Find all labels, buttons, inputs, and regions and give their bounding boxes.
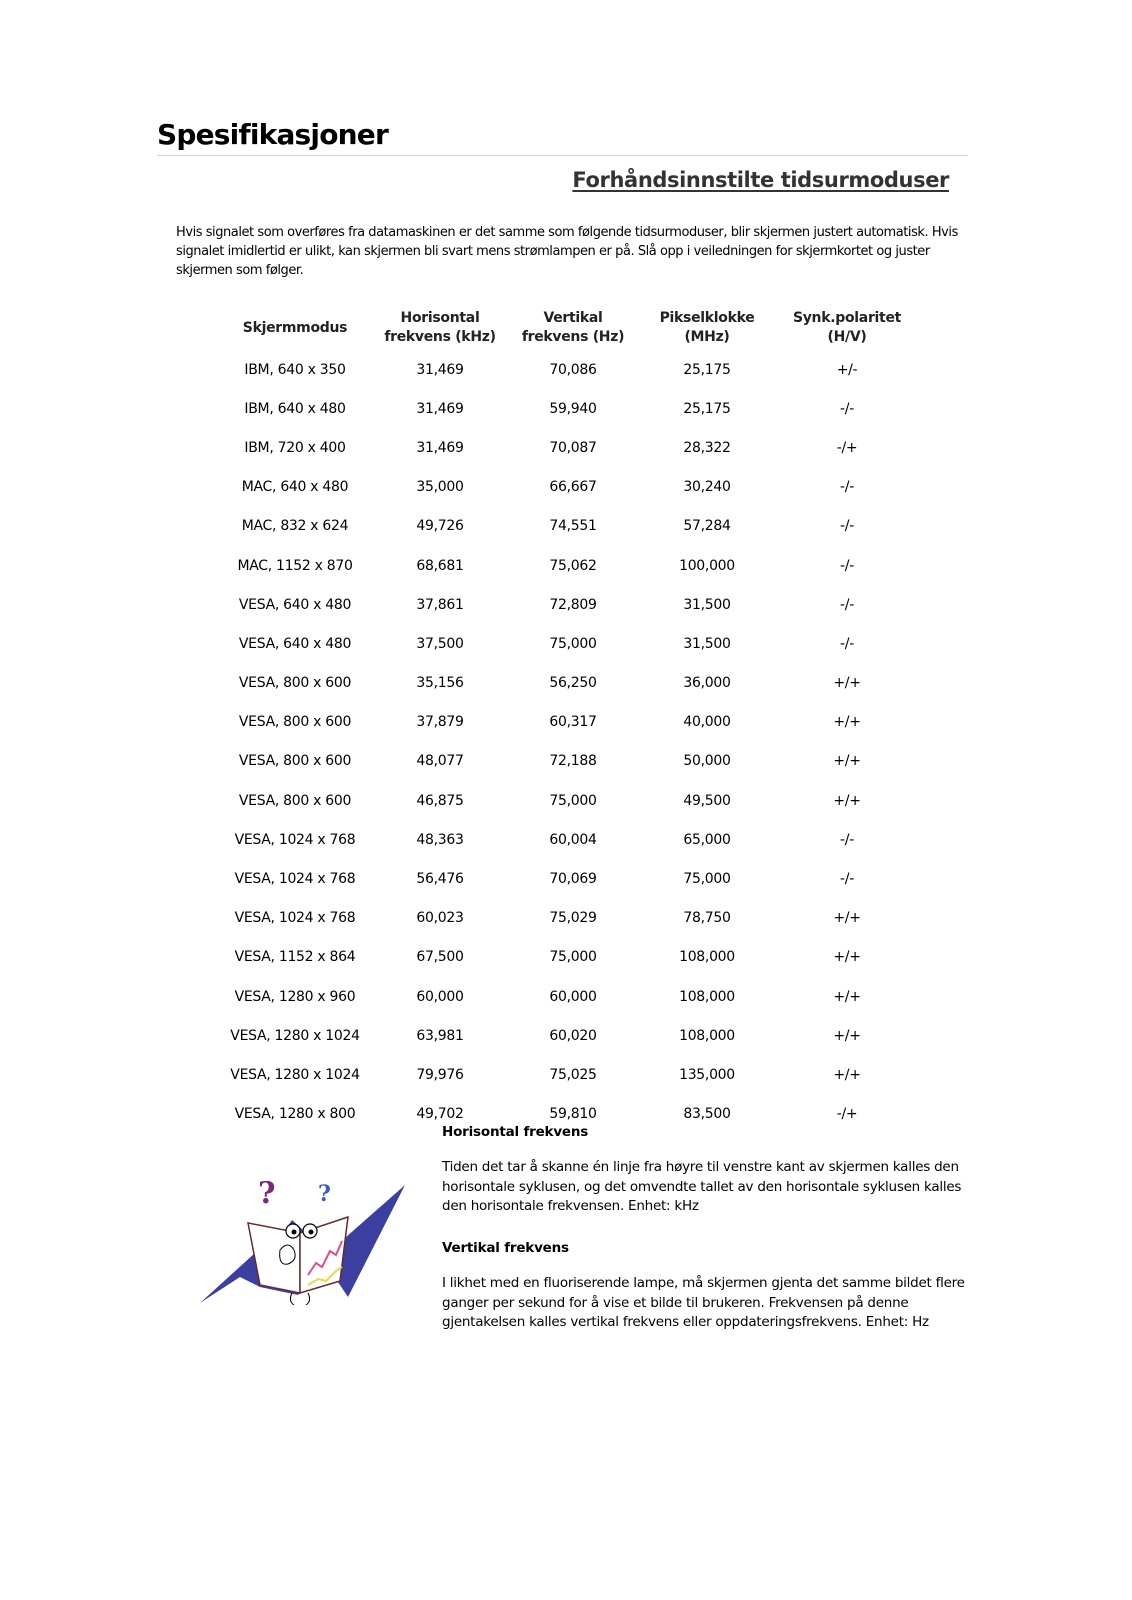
preset-timing-modes-table xyxy=(220,306,916,1134)
cell-horizontal-frequency: 37,861 xyxy=(416,596,464,613)
cell-horizontal-frequency: 37,500 xyxy=(416,635,464,652)
cell-sync-polarity: +/+ xyxy=(833,792,861,809)
cell-pixel-clock: 57,284 xyxy=(683,518,731,535)
table-row xyxy=(220,742,916,781)
cell-horizontal-frequency: 67,500 xyxy=(416,949,464,966)
cell-display-mode: VESA, 800 x 600 xyxy=(238,714,352,731)
section-body: I likhet med en fluoriserende lampe, må skjermen gjenta det samme bildet flere ganger per sekund for å vise et bilde til brukeren. Frekvensen på denne gjentakelsen kalles vertikal frekvens eller oppdateringsfrekvens. Enhet: Hz xyxy=(442,1275,965,1330)
cell-pixel-clock: 78,750 xyxy=(683,910,731,927)
cell-vertical-frequency: 75,029 xyxy=(549,910,597,927)
cell-horizontal-frequency: 35,000 xyxy=(416,479,464,496)
cell-vertical-frequency: 66,667 xyxy=(549,479,597,496)
cell-pixel-clock: 75,000 xyxy=(683,871,731,888)
cell-display-mode: VESA, 1280 x 800 xyxy=(234,1106,356,1123)
cell-horizontal-frequency: 68,681 xyxy=(416,557,464,574)
cell-horizontal-frequency: 48,363 xyxy=(416,831,464,848)
cell-display-mode: VESA, 1024 x 768 xyxy=(234,910,356,927)
table-body xyxy=(220,350,916,1134)
table-row xyxy=(220,703,916,742)
cell-sync-polarity: -/- xyxy=(840,479,854,496)
intro-paragraph: Hvis signalet som overføres fra datamaskinen er det samme som følgende tidsurmoduser, blir skjermen justert automatisk. Hvis signalet imidlertid er ulikt, kan skjermen bli svart mens strømlampen er på. Slå opp i veiledningen for skjermkortet og juster skjermen som følger. xyxy=(176,225,958,278)
cell-pixel-clock: 31,500 xyxy=(683,596,731,613)
cell-display-mode: VESA, 800 x 600 xyxy=(238,792,352,809)
cell-pixel-clock: 108,000 xyxy=(679,988,735,1005)
table-row xyxy=(220,350,916,389)
vertical-frequency-section xyxy=(442,1240,967,1333)
header-label: (H/V) xyxy=(827,329,867,345)
horizontal-frequency-section xyxy=(442,1124,967,1217)
header-label: frekvens (kHz) xyxy=(384,329,496,345)
cell-display-mode: VESA, 640 x 480 xyxy=(238,596,352,613)
cell-horizontal-frequency: 48,077 xyxy=(416,753,464,770)
cell-pixel-clock: 49,500 xyxy=(683,792,731,809)
cell-display-mode: VESA, 800 x 600 xyxy=(238,675,352,692)
cell-sync-polarity: +/+ xyxy=(833,714,861,731)
cell-sync-polarity: +/+ xyxy=(833,949,861,966)
cell-sync-polarity: -/- xyxy=(840,871,854,888)
cell-display-mode: VESA, 1280 x 1024 xyxy=(230,1027,360,1044)
cell-sync-polarity: -/- xyxy=(840,635,854,652)
table-row xyxy=(220,977,916,1016)
cell-pixel-clock: 31,500 xyxy=(683,635,731,652)
cell-horizontal-frequency: 49,726 xyxy=(416,518,464,535)
cell-vertical-frequency: 59,810 xyxy=(549,1106,597,1123)
cell-display-mode: MAC, 832 x 624 xyxy=(241,518,349,535)
cell-horizontal-frequency: 56,476 xyxy=(416,871,464,888)
cell-vertical-frequency: 60,000 xyxy=(549,988,597,1005)
cell-display-mode: VESA, 800 x 600 xyxy=(238,753,352,770)
cell-sync-polarity: -/- xyxy=(840,400,854,417)
cell-pixel-clock: 65,000 xyxy=(683,831,731,848)
cell-display-mode: VESA, 1280 x 1024 xyxy=(230,1066,360,1083)
cell-horizontal-frequency: 60,000 xyxy=(416,988,464,1005)
page-title: Spesifikasjoner xyxy=(157,118,388,151)
table-row xyxy=(220,468,916,507)
table-row xyxy=(220,938,916,977)
cell-display-mode: IBM, 720 x 400 xyxy=(244,439,346,456)
header-label: frekvens (Hz) xyxy=(521,329,625,345)
cell-sync-polarity: +/+ xyxy=(833,910,861,927)
cell-vertical-frequency: 60,004 xyxy=(549,831,597,848)
svg-text:?: ? xyxy=(258,1176,276,1211)
cell-sync-polarity: -/+ xyxy=(836,1106,858,1123)
section-body: Tiden det tar å skanne én linje fra høyre til venstre kant av skjermen kalles den horisontale syklusen, og det omvendte tallet av den horisontale syklusen kalles den horisontale frekvensen. Enhet: kHz xyxy=(442,1159,962,1214)
cell-pixel-clock: 25,175 xyxy=(683,361,731,378)
cell-pixel-clock: 28,322 xyxy=(683,439,731,456)
cell-display-mode: VESA, 1152 x 864 xyxy=(234,949,356,966)
cell-horizontal-frequency: 49,702 xyxy=(416,1106,464,1123)
cell-vertical-frequency: 75,000 xyxy=(549,949,597,966)
cell-display-mode: IBM, 640 x 480 xyxy=(244,400,346,417)
cell-vertical-frequency: 70,086 xyxy=(549,361,597,378)
cell-horizontal-frequency: 63,981 xyxy=(416,1027,464,1044)
cell-sync-polarity: -/+ xyxy=(836,439,858,456)
title-divider xyxy=(157,155,968,156)
confused-book-character-icon xyxy=(200,1175,405,1305)
table-row xyxy=(220,781,916,820)
table-row xyxy=(220,664,916,703)
cell-sync-polarity: +/+ xyxy=(833,988,861,1005)
table-row xyxy=(220,899,916,938)
cell-display-mode: VESA, 1024 x 768 xyxy=(234,831,356,848)
table-row xyxy=(220,428,916,467)
cell-pixel-clock: 108,000 xyxy=(679,1027,735,1044)
cell-sync-polarity: -/- xyxy=(840,557,854,574)
cell-vertical-frequency: 74,551 xyxy=(549,518,597,535)
cell-sync-polarity: +/+ xyxy=(833,1066,861,1083)
cell-display-mode: MAC, 1152 x 870 xyxy=(237,557,353,574)
table-row xyxy=(220,389,916,428)
cell-display-mode: VESA, 1280 x 960 xyxy=(234,988,356,1005)
cell-horizontal-frequency: 31,469 xyxy=(416,439,464,456)
cell-vertical-frequency: 60,317 xyxy=(549,714,597,731)
cell-display-mode: VESA, 1024 x 768 xyxy=(234,871,356,888)
cell-horizontal-frequency: 31,469 xyxy=(416,400,464,417)
header-vertical-frequency xyxy=(510,306,636,350)
header-pixel-clock xyxy=(636,306,778,350)
cell-pixel-clock: 36,000 xyxy=(683,675,731,692)
table-row xyxy=(220,820,916,859)
header-label: Horisontal xyxy=(400,310,480,326)
cell-horizontal-frequency: 46,875 xyxy=(416,792,464,809)
cell-sync-polarity: +/+ xyxy=(833,753,861,770)
cell-horizontal-frequency: 37,879 xyxy=(416,714,464,731)
cell-sync-polarity: +/+ xyxy=(833,1027,861,1044)
table-header-row xyxy=(220,306,916,350)
cell-sync-polarity: -/- xyxy=(840,831,854,848)
table-row xyxy=(220,859,916,898)
cell-sync-polarity: +/+ xyxy=(833,675,861,692)
table-row xyxy=(220,507,916,546)
header-label: Vertikal xyxy=(543,310,603,326)
cell-pixel-clock: 40,000 xyxy=(683,714,731,731)
header-label: Synk.polaritet xyxy=(792,310,902,326)
cell-display-mode: MAC, 640 x 480 xyxy=(241,479,349,496)
cell-vertical-frequency: 75,062 xyxy=(549,557,597,574)
cell-vertical-frequency: 75,000 xyxy=(549,635,597,652)
section-subtitle: Forhåndsinnstilte tidsurmoduser xyxy=(572,168,949,192)
cell-sync-polarity: -/- xyxy=(840,518,854,535)
header-label: Pikselklokke xyxy=(659,310,755,326)
header-horizontal-frequency xyxy=(370,306,510,350)
cell-vertical-frequency: 75,025 xyxy=(549,1066,597,1083)
cell-vertical-frequency: 59,940 xyxy=(549,400,597,417)
section-heading: Vertikal frekvens xyxy=(442,1240,569,1256)
table-row xyxy=(220,585,916,624)
cell-sync-polarity: +/- xyxy=(836,361,858,378)
cell-vertical-frequency: 72,809 xyxy=(549,596,597,613)
cell-horizontal-frequency: 79,976 xyxy=(416,1066,464,1083)
cell-horizontal-frequency: 60,023 xyxy=(416,910,464,927)
cell-horizontal-frequency: 35,156 xyxy=(416,675,464,692)
cell-pixel-clock: 135,000 xyxy=(679,1066,735,1083)
table-row xyxy=(220,624,916,663)
header-label: (MHz) xyxy=(684,329,730,345)
table-row xyxy=(220,1016,916,1055)
cell-pixel-clock: 25,175 xyxy=(683,400,731,417)
cell-pixel-clock: 108,000 xyxy=(679,949,735,966)
svg-text:?: ? xyxy=(318,1181,331,1207)
header-display-mode xyxy=(220,306,370,350)
cell-vertical-frequency: 70,087 xyxy=(549,439,597,456)
table-row xyxy=(220,546,916,585)
cell-pixel-clock: 83,500 xyxy=(683,1106,731,1123)
cell-vertical-frequency: 75,000 xyxy=(549,792,597,809)
cell-pixel-clock: 30,240 xyxy=(683,479,731,496)
cell-display-mode: IBM, 640 x 350 xyxy=(244,361,346,378)
cell-vertical-frequency: 72,188 xyxy=(549,753,597,770)
table-row xyxy=(220,1055,916,1094)
section-heading: Horisontal frekvens xyxy=(442,1124,589,1140)
cell-vertical-frequency: 56,250 xyxy=(549,675,597,692)
cell-pixel-clock: 100,000 xyxy=(679,557,735,574)
cell-display-mode: VESA, 640 x 480 xyxy=(238,635,352,652)
header-label: Skjermmodus xyxy=(242,319,348,336)
cell-pixel-clock: 50,000 xyxy=(683,753,731,770)
cell-vertical-frequency: 60,020 xyxy=(549,1027,597,1044)
header-sync-polarity xyxy=(778,306,916,350)
cell-horizontal-frequency: 31,469 xyxy=(416,361,464,378)
cell-vertical-frequency: 70,069 xyxy=(549,871,597,888)
cell-sync-polarity: -/- xyxy=(840,596,854,613)
